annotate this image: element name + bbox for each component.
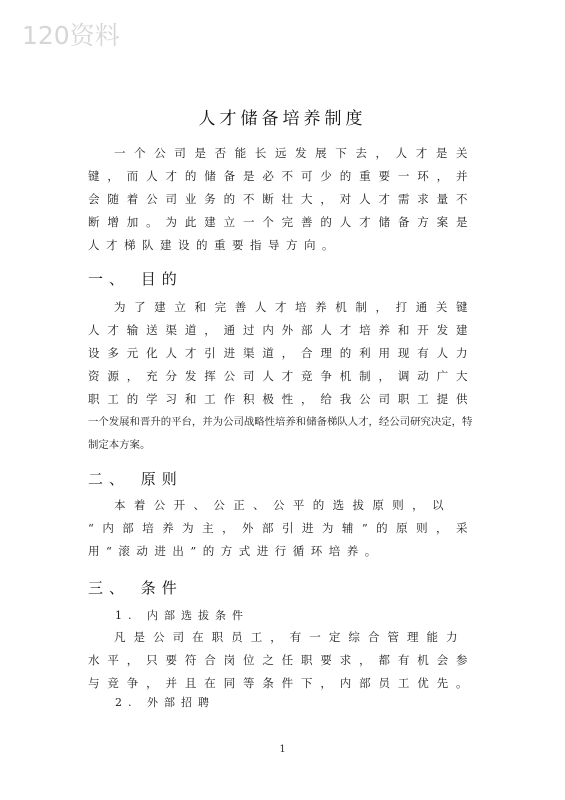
purpose-paragraph	[88, 296, 474, 457]
principle-line: 本着公开、公正、公平的选拔原则，以	[114, 498, 450, 512]
conditions-line: 水平，只要符合岗位之任职要求，都有机会参	[88, 653, 474, 667]
purpose-line: 职工的学习和工作积极性，给我公司职工提供	[88, 392, 474, 406]
intro-line: 人才梯队建设的重要指导方向。	[88, 238, 340, 252]
conditions-line: 与竞争，并且在同等条件下，内部员工优先。	[88, 676, 474, 690]
purpose-line: 设多元化人才引进渠道，合理的利用现有人力	[88, 346, 474, 360]
section-heading-principle: 二、 原则	[88, 470, 183, 488]
purpose-line: 资源，充分发挥公司人才竞争机制，调动广大	[88, 369, 474, 383]
purpose-line: 一个发展和晋升的平台，并为公司战略性培养和储备梯队人才，经公司研究决定，特	[88, 416, 473, 428]
conditions-line: 凡是公司在职员工，有一定综合管理能力	[114, 630, 464, 644]
section-heading-conditions: 三、 条件	[88, 579, 183, 597]
watermark: 120资料	[22, 21, 120, 50]
intro-line: 键，而人才的储备是必不可少的重要一环，并	[88, 169, 474, 183]
section-heading-purpose: 一、 目的	[88, 270, 183, 288]
intro-paragraph	[88, 142, 474, 257]
subheading-internal-selection: 1. 内部选拔条件	[115, 609, 249, 622]
principle-paragraph	[88, 494, 474, 563]
principle-line: “内部培养为主，外部引进为辅”的原则，采	[88, 521, 474, 535]
purpose-line: 人才输送渠道，通过内外部人才培养和开发建	[88, 323, 474, 337]
intro-line: 会随着公司业务的不断壮大，对人才需求量不	[88, 192, 474, 206]
page-number: 1	[279, 744, 286, 755]
subheading-external-recruitment: 2. 外部招聘	[115, 696, 215, 709]
purpose-line: 制定本方案。	[88, 439, 151, 451]
document-title: 人才储备培养制度	[198, 109, 367, 129]
purpose-line: 为了建立和完善人才培养机制，打通关键	[114, 300, 474, 314]
intro-line: 断增加。为此建立一个完善的人才储备方案是	[88, 215, 474, 229]
conditions-paragraph	[88, 626, 474, 695]
principle-line: 用“滚动进出”的方式进行循环培养。	[88, 544, 383, 558]
intro-line: 一个公司是否能长远发展下去，人才是关	[114, 146, 474, 160]
